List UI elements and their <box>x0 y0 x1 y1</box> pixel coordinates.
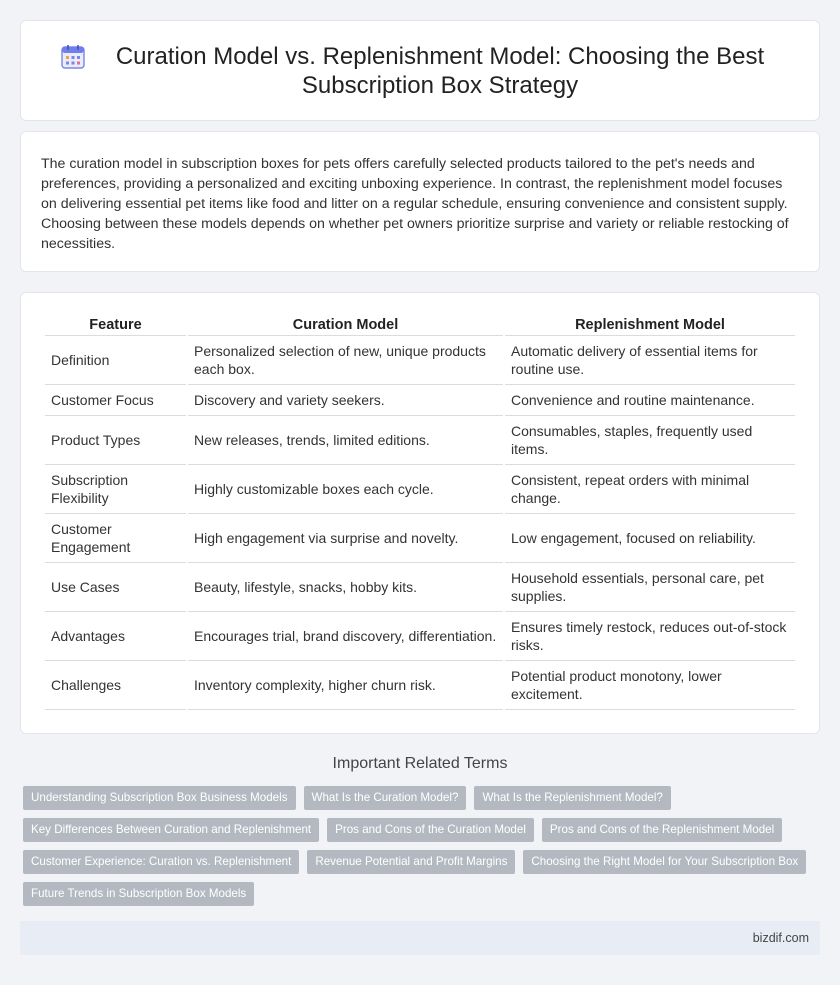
title-wrap <box>60 42 780 100</box>
intro-paragraph: The curation model in subscription boxes for pets offers carefully selected products tailored to the pet's needs and preferences, providing a personalized and exciting unboxing experience. In contrast, the replenishment model focuses on delivering essential pet items like food and litter on a regular schedule, ensuring convenience and consistent supply. Choosing between these models depends on whether pet owners prioritize surprise and variety or reliable restocking of necessities. <box>41 156 789 252</box>
intro-card <box>20 131 820 272</box>
column-header: Replenishment Model <box>505 313 795 336</box>
related-term-link[interactable]: Pros and Cons of the Replenishment Model <box>542 818 782 842</box>
footer <box>20 921 820 955</box>
page-title: Curation Model vs. Replenishment Model: Choosing the Best Subscription Box Strategy <box>115 42 765 99</box>
table-cell-curation: Discovery and variety seekers. <box>188 385 503 416</box>
table-row <box>45 465 795 514</box>
table-cell-replenishment: Household essentials, personal care, pet supplies. <box>505 563 795 612</box>
table-header-row <box>45 313 795 336</box>
related-terms-heading: Important Related Terms <box>332 755 508 772</box>
table-cell-feature: Use Cases <box>45 563 186 612</box>
table-cell-replenishment: Convenience and routine maintenance. <box>505 385 795 416</box>
table-cell-curation: Encourages trial, brand discovery, differentiation. <box>188 612 503 661</box>
table-row <box>45 563 795 612</box>
related-terms-list <box>23 786 823 906</box>
related-term-link[interactable]: What Is the Curation Model? <box>304 786 467 810</box>
column-header: Curation Model <box>188 313 503 336</box>
site-name[interactable]: bizdif.com <box>752 931 809 945</box>
table-cell-replenishment: Consumables, staples, frequently used items. <box>505 416 795 465</box>
table-cell-curation: New releases, trends, limited editions. <box>188 416 503 465</box>
related-term-link[interactable]: What Is the Replenishment Model? <box>474 786 670 810</box>
related-term-link[interactable]: Customer Experience: Curation vs. Replenishment <box>23 850 299 874</box>
table-row <box>45 514 795 563</box>
related-term-link[interactable]: Key Differences Between Curation and Replenishment <box>23 818 319 842</box>
table-cell-curation: High engagement via surprise and novelty. <box>188 514 503 563</box>
related-term-link[interactable]: Understanding Subscription Box Business Models <box>23 786 296 810</box>
table-cell-replenishment: Ensures timely restock, reduces out-of-stock risks. <box>505 612 795 661</box>
table-cell-curation: Personalized selection of new, unique products each box. <box>188 336 503 385</box>
related-term-link[interactable]: Choosing the Right Model for Your Subscription Box <box>523 850 806 874</box>
table-row <box>45 336 795 385</box>
table-cell-feature: Subscription Flexibility <box>45 465 186 514</box>
related-term-link[interactable]: Revenue Potential and Profit Margins <box>307 850 515 874</box>
table-cell-feature: Advantages <box>45 612 186 661</box>
table-cell-replenishment: Potential product monotony, lower excitement. <box>505 661 795 710</box>
table-row <box>45 416 795 465</box>
table-cell-feature: Definition <box>45 336 186 385</box>
table-cell-replenishment: Automatic delivery of essential items for routine use. <box>505 336 795 385</box>
related-term-link[interactable]: Pros and Cons of the Curation Model <box>327 818 534 842</box>
table-cell-curation: Beauty, lifestyle, snacks, hobby kits. <box>188 563 503 612</box>
table-cell-feature: Customer Engagement <box>45 514 186 563</box>
table-cell-curation: Inventory complexity, higher churn risk. <box>188 661 503 710</box>
table-row <box>45 385 795 416</box>
table-row <box>45 661 795 710</box>
header-card <box>20 20 820 121</box>
table-cell-feature: Product Types <box>45 416 186 465</box>
calendar-icon <box>60 44 86 70</box>
table-cell-replenishment: Low engagement, focused on reliability. <box>505 514 795 563</box>
table-cell-curation: Highly customizable boxes each cycle. <box>188 465 503 514</box>
related-term-link[interactable]: Future Trends in Subscription Box Models <box>23 882 254 906</box>
comparison-table <box>43 313 797 710</box>
table-cell-replenishment: Consistent, repeat orders with minimal change. <box>505 465 795 514</box>
table-row <box>45 612 795 661</box>
table-cell-feature: Challenges <box>45 661 186 710</box>
column-header: Feature <box>45 313 186 336</box>
comparison-table-card <box>20 292 820 734</box>
table-cell-feature: Customer Focus <box>45 385 186 416</box>
